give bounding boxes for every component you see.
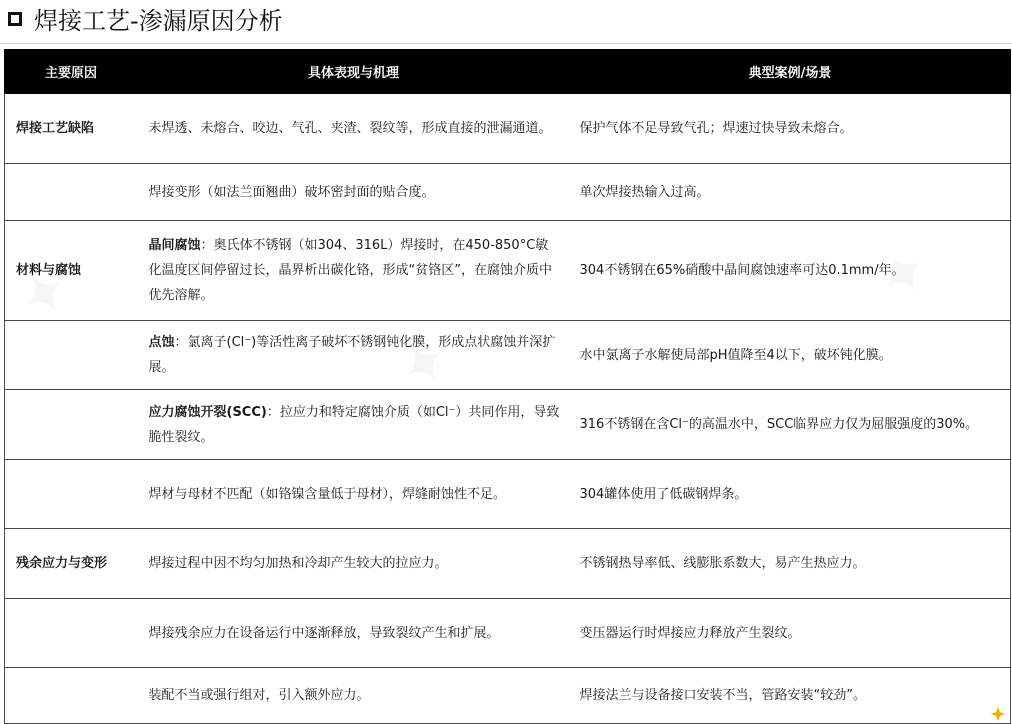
mechanism-term: 点蚀 — [148, 335, 175, 350]
table-row — [5, 460, 1011, 529]
cause-analysis-table — [4, 49, 1011, 724]
header-mechanism: 具体表现与机理 — [138, 50, 570, 94]
case-cell: 304罐体使用了低碳钢焊条。 — [570, 460, 1011, 529]
mechanism-term: 晶间腐蚀 — [148, 238, 201, 253]
cause-cell — [5, 390, 138, 460]
mechanism-text: 焊材与母材不匹配（如铬镍含量低于母材），焊缝耐蚀性不足。 — [148, 486, 507, 502]
mechanism-text: 未焊透、未熔合、咬边、气孔、夹渣、裂纹等，形成直接的泄漏通道。 — [148, 121, 552, 136]
case-cell: 保护气体不足导致气孔；焊速过快导致未熔合。 — [570, 94, 1011, 164]
mechanism-cell — [138, 221, 570, 321]
mechanism-cell — [138, 668, 570, 724]
mechanism-cell — [138, 529, 570, 599]
case-cell: 不锈钢热导率低、线膨胀系数大，易产生热应力。 — [570, 529, 1011, 599]
table-row — [5, 94, 1011, 164]
cause-cell: 焊接工艺缺陷 — [5, 94, 138, 164]
case-cell: 变压器运行时焊接应力释放产生裂纹。 — [570, 599, 1011, 668]
mechanism-cell — [138, 94, 570, 164]
table-row — [5, 321, 1011, 390]
mechanism-cell — [138, 390, 570, 460]
cause-cell — [5, 668, 138, 724]
mechanism-cell — [138, 460, 570, 529]
table-header-row — [5, 50, 1011, 94]
case-cell: 单次焊接热输入过高。 — [570, 164, 1011, 221]
case-cell: 304不锈钢在65%硝酸中晶间腐蚀速率可达0.1mm/年。 — [570, 221, 1011, 321]
cause-cell — [5, 164, 138, 221]
cause-cell: 材料与腐蚀 — [5, 221, 138, 321]
case-cell: 水中氯离子水解使局部pH值降至4以下，破坏钝化膜。 — [570, 321, 1011, 390]
header-cause: 主要原因 — [5, 50, 138, 94]
case-cell: 316不锈钢在含Cl⁻的高温水中，SCC临界应力仅为屈服强度的30%。 — [570, 390, 1011, 460]
cause-cell — [5, 599, 138, 668]
star-logo-icon — [990, 706, 1006, 722]
square-bullet-icon — [8, 12, 22, 26]
mechanism-text: 焊接残余应力在设备运行中逐渐释放，导致裂纹产生和扩展。 — [148, 625, 500, 641]
table-row — [5, 668, 1011, 724]
mechanism-cell — [138, 599, 570, 668]
table-row — [5, 164, 1011, 221]
case-cell: 焊接法兰与设备接口安装不当，管路安装“较劲”。 — [570, 668, 1011, 724]
mechanism-text: 装配不当或强行组对，引入额外应力。 — [148, 688, 370, 703]
mechanism-text: ：奥氏体不锈钢（如304、316L）焊接时，在450-850°C敏化温度区间停留过长，晶界析出碳化铬，形成“贫铬区”，在腐蚀介质中优先溶解。 — [148, 238, 552, 303]
header-case: 典型案例/场景 — [570, 50, 1011, 94]
mechanism-cell — [138, 321, 570, 390]
mechanism-term: 应力腐蚀开裂(SCC) — [148, 404, 267, 420]
mechanism-text: ：氯离子(Cl⁻)等活性离子破坏不锈钢钝化膜，形成点状腐蚀并深扩展。 — [148, 335, 556, 375]
cause-cell: 残余应力与变形 — [5, 529, 138, 599]
mechanism-cell — [138, 164, 570, 221]
mechanism-text: 焊接过程中因不均匀加热和冷却产生较大的拉应力。 — [148, 556, 448, 571]
table-row — [5, 390, 1011, 460]
table-row — [5, 599, 1011, 668]
table-row — [5, 221, 1011, 321]
table-row — [5, 529, 1011, 599]
cause-cell — [5, 321, 138, 390]
mechanism-text: ：拉应力和特定腐蚀介质（如Cl⁻）共同作用，导致脆性裂纹。 — [148, 404, 560, 445]
title-bar — [0, 0, 1012, 44]
mechanism-text: 焊接变形（如法兰面翘曲）破坏密封面的贴合度。 — [148, 184, 435, 200]
cause-cell — [5, 460, 138, 529]
page-title: 焊接工艺-渗漏原因分析 — [34, 7, 283, 35]
